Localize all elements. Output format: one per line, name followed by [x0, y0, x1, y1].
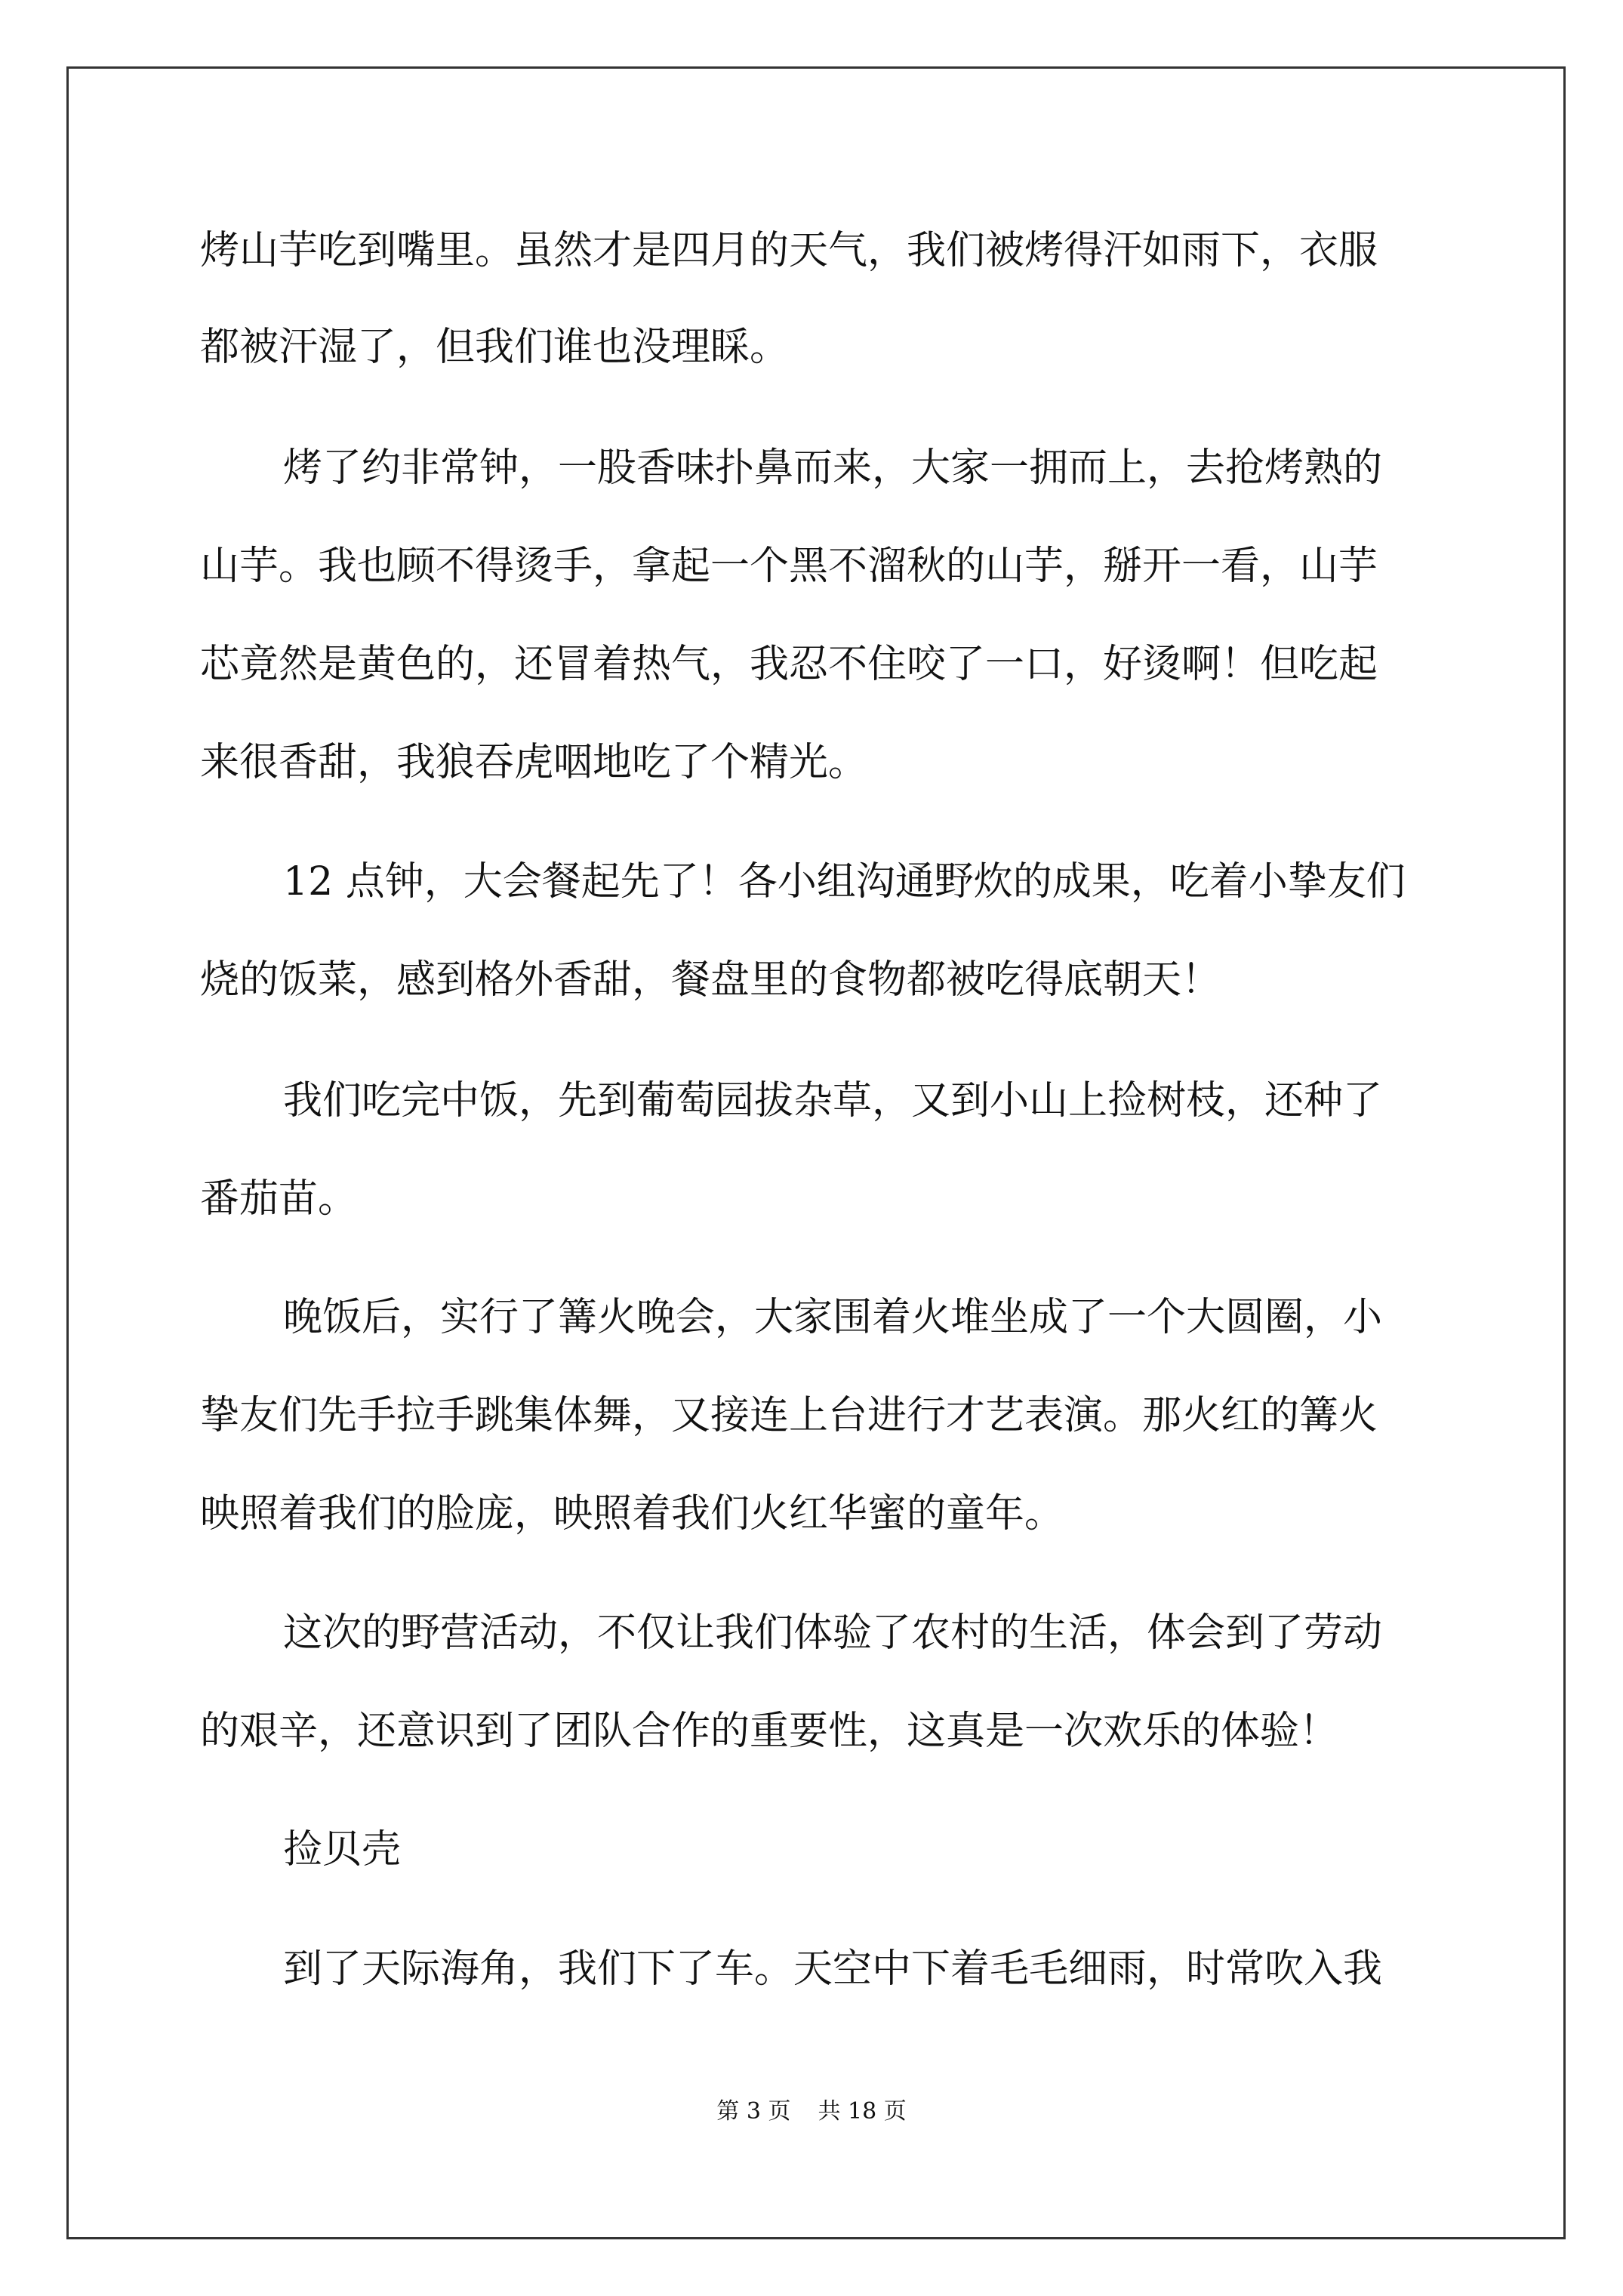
- text-line: 12 点钟，大会餐起先了！各小组沟通野炊的成果，吃着小挚友们: [283, 859, 1406, 905]
- text-line: 挚友们先手拉手跳集体舞，又接连上台进行才艺表演。那火红的篝火: [200, 1393, 1378, 1438]
- text-line: 芯竟然是黄色的，还冒着热气，我忍不住咬了一口，好烫啊！但吃起: [200, 642, 1378, 687]
- text-line: 都被汗湿了，但我们谁也没理睬。: [200, 325, 790, 370]
- page-total: 共 18 页: [818, 2098, 907, 2125]
- text-line: 烤山芋吃到嘴里。虽然才是四月的天气，我们被烤得汗如雨下，衣服: [200, 228, 1378, 273]
- text-line: 这次的野营活动，不仅让我们体验了农村的生活，体会到了劳动: [283, 1610, 1383, 1656]
- page-footer: [0, 2095, 1623, 2128]
- text-line: 番茄苗。: [200, 1176, 358, 1222]
- text-line: 映照着我们的脸庞，映照着我们火红华蜜的童年。: [200, 1491, 1064, 1536]
- page-border: [66, 66, 1566, 2239]
- text-line: 山芋。我也顾不得烫手，拿起一个黑不溜秋的山芋，掰开一看，山芋: [200, 544, 1378, 589]
- text-line: 烧的饭菜，感到格外香甜，餐盘里的食物都被吃得底朝天！: [200, 957, 1221, 1003]
- text-line: 晚饭后，实行了篝火晚会，大家围着火堆坐成了一个大圆圈，小: [283, 1295, 1383, 1340]
- text-line: 烤了约非常钟，一股香味扑鼻而来，大家一拥而上，去抢烤熟的: [283, 445, 1383, 491]
- section-heading: 捡贝壳: [283, 1827, 402, 1872]
- text-line: 的艰辛，还意识到了团队合作的重要性，这真是一次欢乐的体验！: [200, 1709, 1339, 1754]
- text-line: 到了天际海角，我们下了车。天空中下着毛毛细雨，时常吹入我: [283, 1946, 1383, 1992]
- text-line: 来很香甜，我狼吞虎咽地吃了个精光。: [200, 740, 868, 785]
- page-number: 第 3 页: [716, 2098, 791, 2125]
- text-line: 我们吃完中饭，先到葡萄园拔杂草，又到小山上捡树枝，还种了: [283, 1078, 1383, 1123]
